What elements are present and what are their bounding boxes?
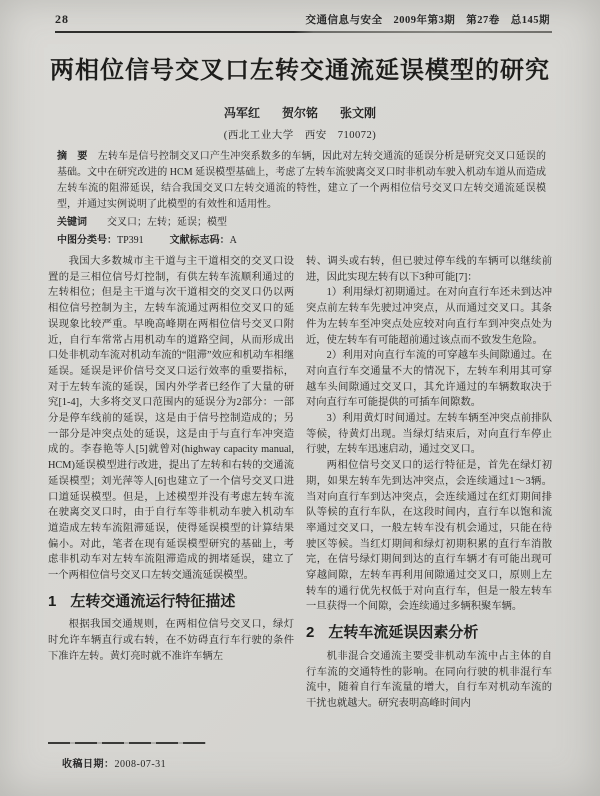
clc-value: TP391 — [117, 235, 144, 246]
journal-info: 交通信息与安全 2009年第3期 第27卷 总145期 — [305, 15, 550, 26]
body-columns — [48, 254, 552, 796]
author-name: 冯军红 — [223, 106, 260, 120]
header-rule — [55, 31, 552, 33]
abstract-text: 左转车是信号控制交叉口产生冲突系数多的车辆，因此对左转交通流的延误分析是研究交叉口延误的基础。文中在研究改进的 HCM 延误模型基础上，考虑了左转车流驶离交叉口时非机动车驶入机动车道从而造成左转车流的阻滞延误，结合我国交叉口左转交通流的特性，建立了一个两相位信号交叉口左转交通流延误模型，并通过实例说明了此模型的有效性和适用性。 — [57, 151, 547, 210]
affiliation: (西北工业大学 西安 710072) — [223, 130, 377, 141]
left-column — [48, 254, 294, 796]
section2-paragraph: 机非混合交通流主要受非机动车流中占主体的自行车流的交通特性的影响。在同向行驶的机非混行车流中，随着自行车流量的增大，自行车对机动车流的干扰也就越大。研究表明高峰时间内 — [306, 650, 552, 709]
front-matter — [57, 149, 546, 249]
author-name: 张文刚 — [340, 106, 377, 120]
abstract-label: 摘 要 — [57, 151, 88, 162]
page-number: 28 — [55, 12, 69, 26]
keywords-row — [57, 215, 546, 231]
page-header — [55, 12, 550, 27]
section-2-heading — [306, 625, 552, 641]
doc-code-value: A — [229, 235, 237, 246]
paragraph: 3）利用黄灯时间通过。左转车辆至冲突点前排队等候，待黄灯出现。当绿灯结束后，对向直行车停止行驶，左转车迅速启动，通过交叉口。 — [306, 413, 552, 456]
section-title: 左转车流延误因素分析 — [328, 624, 479, 642]
received-date — [62, 755, 166, 770]
paragraph: 1）利用绿灯初期通过。在对向直行车还未到达冲突点前左转车先驶过冲突点，从而通过交叉口。其条件为左转车至冲突点处应较对向直行车到冲突点处为近，使左转车有可能超前通过该点而不致发生危险。 — [306, 287, 552, 346]
clc-label: 中图分类号： — [57, 235, 117, 246]
section-1-heading — [48, 594, 294, 610]
keywords-text: 交叉口；左转；延误；模型 — [107, 217, 227, 228]
authors-row — [0, 104, 600, 121]
author-name: 贺尔铭 — [281, 106, 318, 120]
paragraph: 两相位信号交叉口的运行特征是，首先在绿灯初期，如果左转车先到达冲突点，会连续通过1～3辆。当对向直行车到达冲突点，会连续通过在红灯期间排队等候的直行车队，在这段时间内，直行车以饱和流率通过交叉口，一般左转车没有机会通过，只能在待驶区等候。当红灯期间和绿灯初期积累的直行车消散完，在信号绿灯期间到达的直行车辆才有可能出现可穿越间隙，左转车再利用间隙通过交叉口，原则上左转车的通行优先权低于对向直行车，但是一般左转车一旦获得一个间隙，会连续通过多辆积聚车辆。 — [306, 460, 552, 613]
classification-row — [57, 233, 546, 249]
doc-code-label: 文献标志码： — [169, 235, 230, 246]
section-title: 左转交通流运行特征描述 — [70, 592, 236, 610]
keywords-label: 关键词 — [57, 217, 87, 228]
paper-title: 两相位信号交叉口左转交通流延误模型的研究 — [50, 57, 550, 84]
section-number: 2 — [306, 624, 315, 642]
intro-paragraph: 我国大多数城市主干道与主干道相交的交叉口设置的是三相位信号灯控制，有供左转车流顺利通过的左转相位；但是主干道与次干道相交的交叉口仍以两相位信号控制为主，左转车流通过两相位交叉口的延误现象比较严重。早晚高峰期在两相位信号交叉口附近，自行车常常占用机动车的道路空间，从而形成出口处非机动车流对机动车流的“阻滞”效应和机动车相继延误。延误是评价信号交叉口运行效率的重要指标，对于左转车流的延误，国内外学者已经作了大量的研究[1-4]，大多将交叉口范围内的延误分为2部分：一部分是停车线前的延误，这是由于信号控制造成的；另一部分是冲突点处的延误，这是由于与直行车冲突造成的。李春艳等人[5]就曾对(highway capacity manual, HCM)延误模型进行改进，提出了左转和右转的交通流延误模型；刘光萍等人[6]也建立了一个信号交叉口进口道延误模型。但是，上述模型并没有考虑左转车流在驶离交叉口时，由于自行车等非机动车驶入机动车道造成左转车流阻滞延误，使得延误模型的计算结果偏小。对此，笔者在现有延误模型研究的基础上，考虑非机动车对左转车流阻滞造成的拥堵延误，建立了一个两相位信号交叉口左转交通流延误模型。 — [48, 256, 294, 582]
paragraph: 2）利用对向直行车流的可穿越车头间隙通过。在对向直行车交通量不大的情况下，左转车利用其可穿越车头间隙通过交叉口，其允许通过的车辆数取决于对向直行车可能提供的可插车间隙数。 — [306, 350, 552, 409]
received-date-value: 2008-07-31 — [114, 759, 167, 770]
paragraph: 转、调头或右转，但已驶过停车线的车辆可以继续前进，因此实现左转有以下3种可能[7]： — [306, 256, 552, 283]
section-number: 1 — [48, 592, 57, 610]
footnote-rule — [48, 742, 206, 744]
section1-paragraph: 根据我国交通规则，在两相位信号交叉口，绿灯时允许车辆直行或右转，在不妨碍直行车行驶的条件下准许左转。黄灯亮时就不准许车辆左 — [48, 619, 294, 662]
received-date-label: 收稿日期： — [62, 759, 115, 770]
right-column — [306, 254, 552, 796]
abstract — [57, 149, 546, 213]
